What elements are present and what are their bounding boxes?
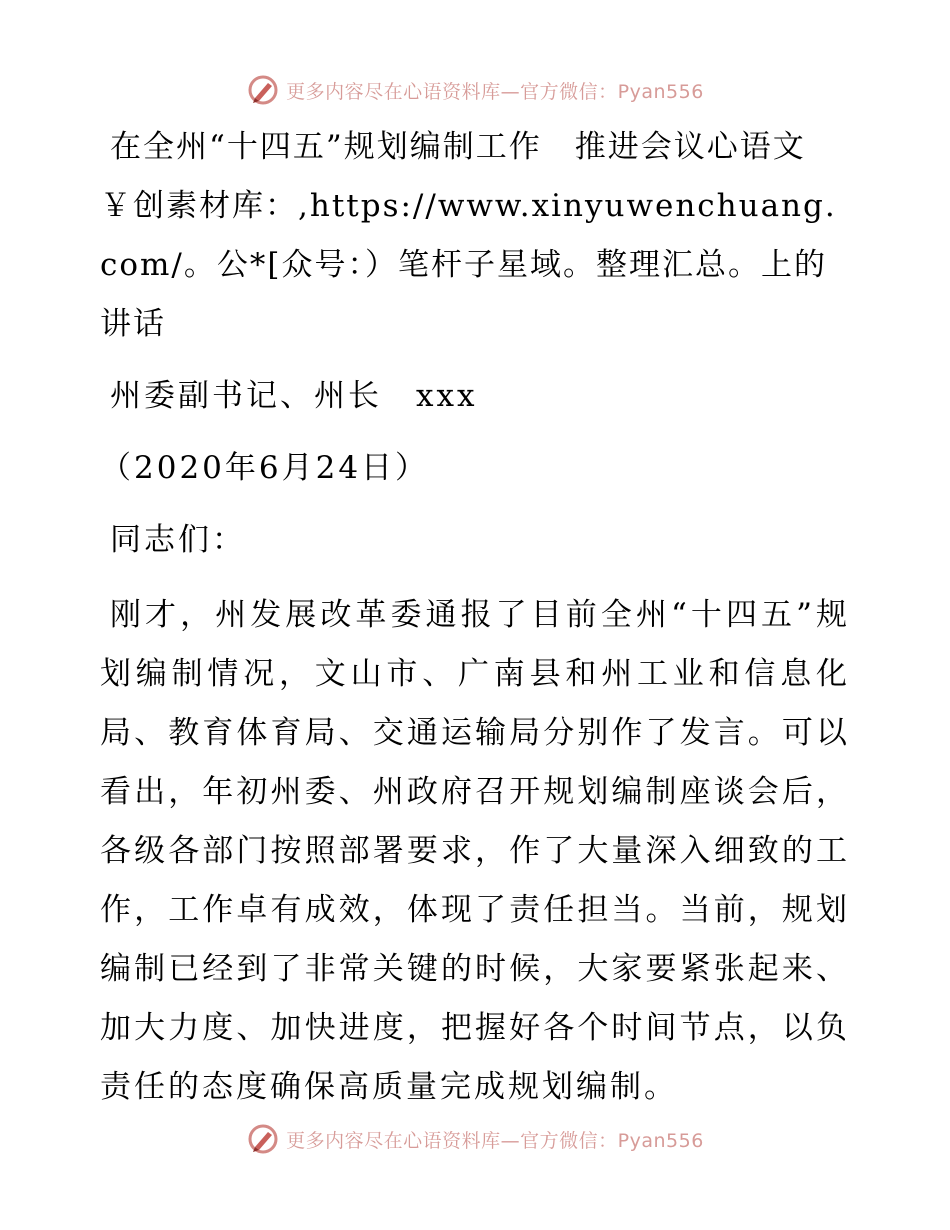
paragraph-1: 刚才，州发展改革委通报了目前全州“十四五”规划编制情况，文山市、广南县和州工业和信息化局、教育体育局、交通运输局分别作了发言。可以看出，年初州委、州政府召开规划编制座谈会后，各级各部门按照部署要求，作了大量深入细致的工作，工作卓有成效，体现了责任担当。当前，规划编制已经到了非常关键的时候，大家要紧张起来、加大力度、加快进度，把握好各个时间节点，以负责任的态度确保高质量完成规划编制。 xyxy=(100,597,850,1105)
header-watermark xyxy=(0,70,950,110)
speaker-line: 州委副书记、州长 xxx xyxy=(110,378,478,414)
date-line: （2020年6月24日） xyxy=(100,450,430,486)
pen-logo-icon xyxy=(246,1122,280,1156)
salutation: 同志们： xyxy=(110,522,246,558)
pen-logo-icon xyxy=(246,73,280,107)
document-title: 在全州“十四五”规划编制工作 推进会议心语文￥创素材库：,https://www.xinyuwenchuang.com/。公*[众号：）笔杆子星域。整理汇总。上的讲话 xyxy=(100,129,837,342)
watermark-text: 更多内容尽在心语资料库—官方微信：Pyan556 xyxy=(286,80,704,103)
footer-watermark xyxy=(0,1119,950,1159)
document-body xyxy=(100,118,850,1117)
watermark-text: 更多内容尽在心语资料库—官方微信：Pyan556 xyxy=(286,1129,704,1152)
